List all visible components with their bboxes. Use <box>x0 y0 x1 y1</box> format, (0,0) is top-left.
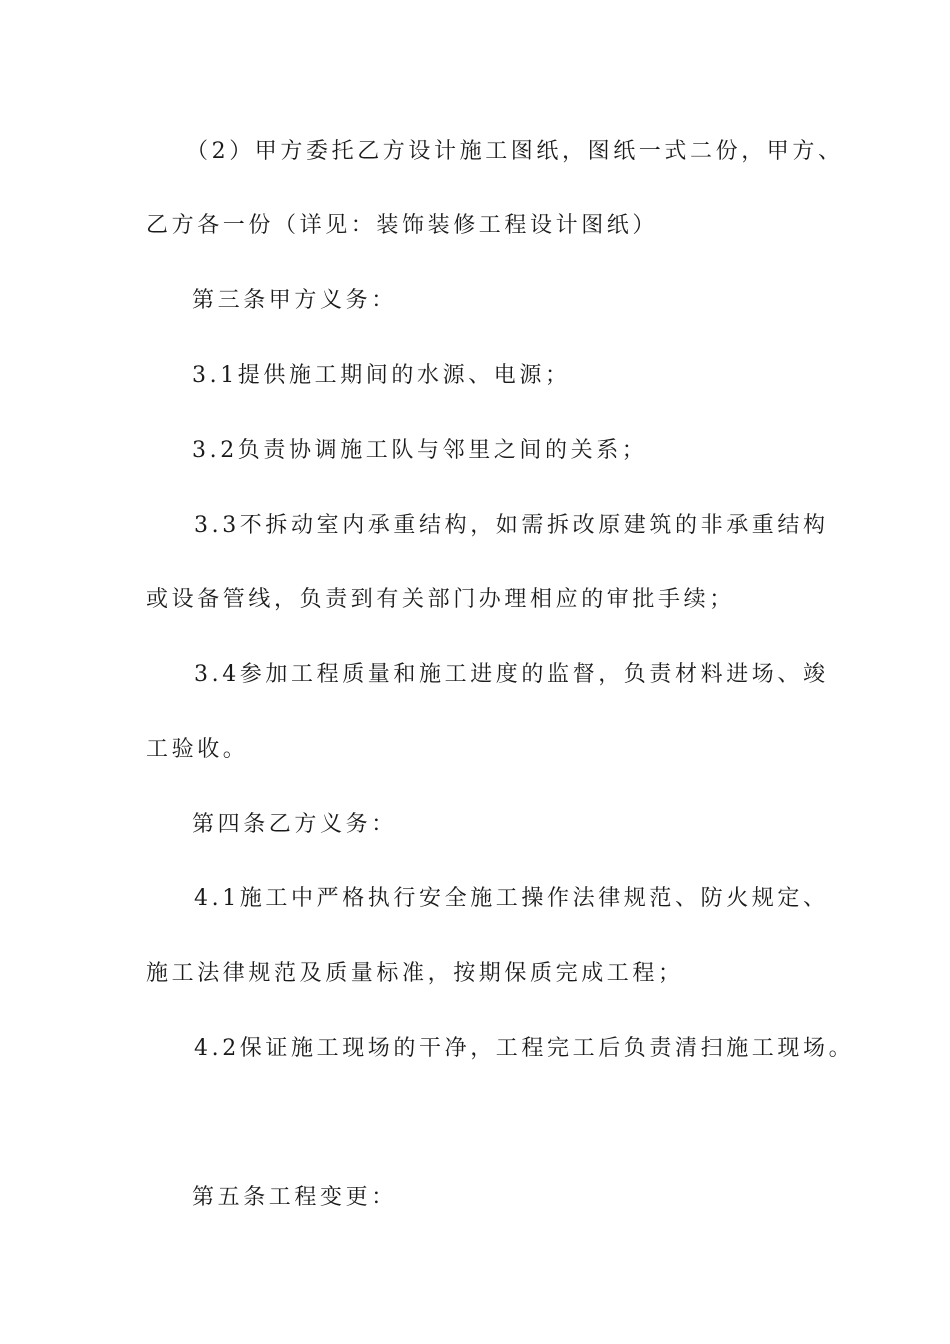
clause-4-1-line-2: 施工法律规范及质量标准，按期保质完成工程； <box>146 961 684 986</box>
article-5-heading: 第五条工程变更： <box>192 1185 397 1210</box>
article-4-heading: 第四条乙方义务： <box>192 812 397 837</box>
article-3-heading: 第三条甲方义务： <box>192 288 397 313</box>
clause-3-4-line-1: 3.4参加工程质量和施工进度的监督，负责材料进场、竣 <box>194 662 829 687</box>
clause-4-2: 4.2保证施工现场的干净，工程完工后负责清扫施工现场。 <box>194 1036 855 1061</box>
clause-3-4-line-2: 工验收。 <box>146 737 249 762</box>
clause-3-3-line-2: 或设备管线，负责到有关部门办理相应的审批手续； <box>146 587 735 612</box>
clause-3-1: 3.1提供施工期间的水源、电源； <box>192 363 571 388</box>
clause-4-1-line-1: 4.1施工中严格执行安全施工操作法律规范、防火规定、 <box>194 886 829 911</box>
clause-3-3-line-1: 3.3不拆动室内承重结构，如需拆改原建筑的非承重结构 <box>194 513 829 538</box>
clause-3-2: 3.2负责协调施工队与邻里之间的关系； <box>192 438 648 463</box>
clause-2-2-line-2: 乙方各一份（详见：装饰装修工程设计图纸） <box>146 213 659 238</box>
clause-2-2-line-1: （2）甲方委托乙方设计施工图纸，图纸一式二份，甲方、 <box>186 139 844 164</box>
